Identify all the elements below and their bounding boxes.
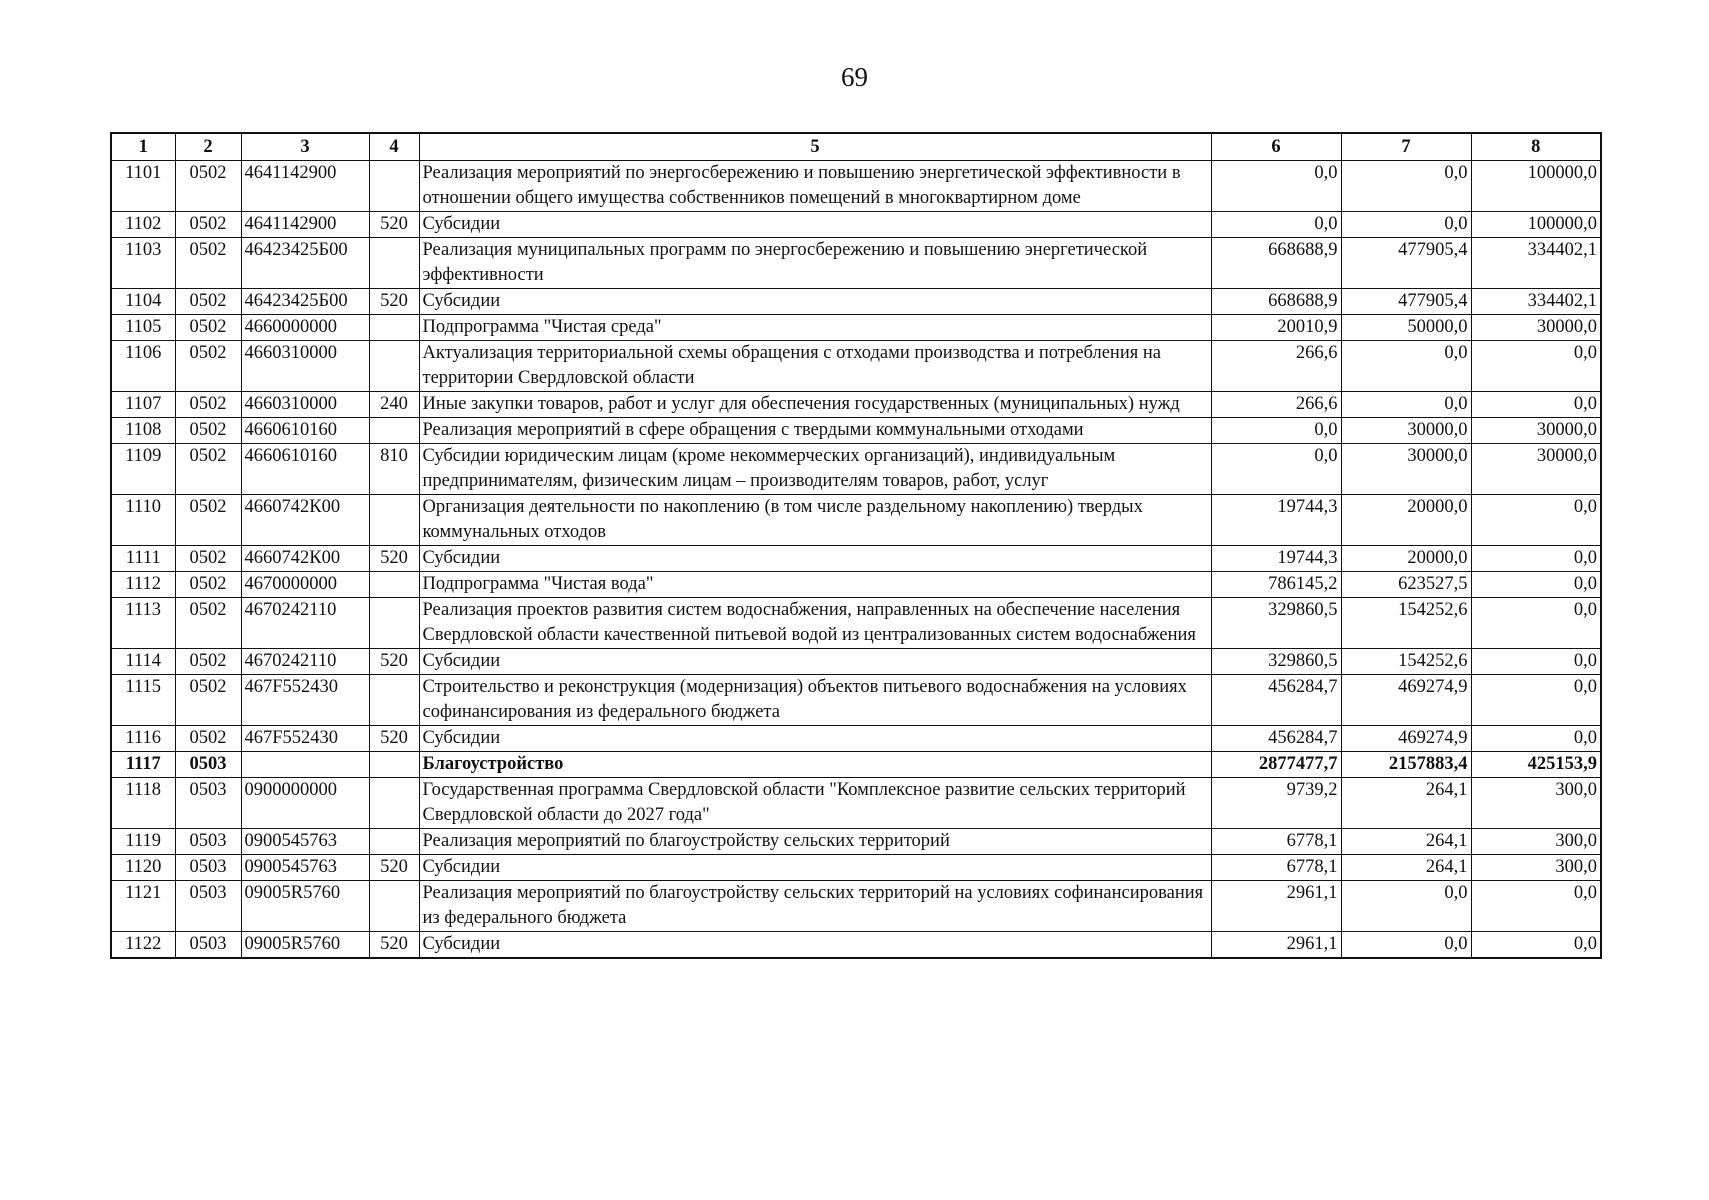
amount-year-2: 264,1 (1341, 778, 1471, 829)
target-article-code: 4670000000 (241, 572, 369, 598)
section-code: 0502 (175, 238, 241, 289)
table-body (111, 161, 1601, 959)
row-name: Подпрограмма "Чистая вода" (419, 572, 1211, 598)
amount-year-1: 6778,1 (1211, 855, 1341, 881)
table-row (111, 675, 1601, 726)
table-row (111, 418, 1601, 444)
expense-type-code (369, 572, 419, 598)
budget-table (110, 132, 1602, 959)
target-article-code: 4641142900 (241, 161, 369, 212)
expense-type-code: 520 (369, 726, 419, 752)
amount-year-2: 154252,6 (1341, 649, 1471, 675)
amount-year-3: 30000,0 (1471, 444, 1601, 495)
amount-year-2: 477905,4 (1341, 289, 1471, 315)
target-article-code: 4660742К00 (241, 546, 369, 572)
expense-type-code (369, 315, 419, 341)
section-code: 0502 (175, 315, 241, 341)
section-code: 0502 (175, 418, 241, 444)
table-row (111, 932, 1601, 959)
target-article-code: 4660610160 (241, 444, 369, 495)
amount-year-1: 0,0 (1211, 418, 1341, 444)
amount-year-3: 300,0 (1471, 829, 1601, 855)
table-row (111, 572, 1601, 598)
amount-year-3: 334402,1 (1471, 289, 1601, 315)
amount-year-3: 30000,0 (1471, 315, 1601, 341)
amount-year-1: 19744,3 (1211, 495, 1341, 546)
amount-year-1: 19744,3 (1211, 546, 1341, 572)
amount-year-3: 0,0 (1471, 675, 1601, 726)
row-name: Субсидии (419, 212, 1211, 238)
target-article-code: 4660310000 (241, 341, 369, 392)
row-number: 1113 (111, 598, 175, 649)
amount-year-3: 0,0 (1471, 341, 1601, 392)
table-row (111, 881, 1601, 932)
table-row (111, 598, 1601, 649)
expense-type-code: 520 (369, 212, 419, 238)
expense-type-code: 520 (369, 289, 419, 315)
table-row (111, 238, 1601, 289)
amount-year-3: 300,0 (1471, 778, 1601, 829)
header-row (111, 133, 1601, 161)
row-name: Реализация мероприятий по благоустройству сельских территорий на условиях софинансирования из федерального бюджета (419, 881, 1211, 932)
expense-type-code (369, 598, 419, 649)
expense-type-code (369, 675, 419, 726)
amount-year-2: 477905,4 (1341, 238, 1471, 289)
section-code: 0502 (175, 161, 241, 212)
table-row (111, 829, 1601, 855)
row-name: Подпрограмма "Чистая среда" (419, 315, 1211, 341)
row-number: 1112 (111, 572, 175, 598)
expense-type-code (369, 418, 419, 444)
row-name: Реализация проектов развития систем водоснабжения, направленных на обеспечение населения Свердловской области качественной питьевой водой из централизованных систем водоснабжения (419, 598, 1211, 649)
section-code: 0502 (175, 598, 241, 649)
column-header: 3 (241, 133, 369, 161)
table-row (111, 444, 1601, 495)
amount-year-3: 0,0 (1471, 649, 1601, 675)
expense-type-code: 520 (369, 855, 419, 881)
amount-year-2: 30000,0 (1341, 418, 1471, 444)
target-article-code (241, 752, 369, 778)
target-article-code: 4670242110 (241, 649, 369, 675)
expense-type-code: 520 (369, 932, 419, 959)
section-code: 0502 (175, 546, 241, 572)
row-number: 1103 (111, 238, 175, 289)
section-code: 0502 (175, 392, 241, 418)
column-header: 5 (419, 133, 1211, 161)
row-name: Субсидии (419, 726, 1211, 752)
row-name: Реализация мероприятий по благоустройству сельских территорий (419, 829, 1211, 855)
section-code: 0502 (175, 444, 241, 495)
target-article-code: 4660000000 (241, 315, 369, 341)
expense-type-code (369, 829, 419, 855)
row-name: Субсидии (419, 855, 1211, 881)
amount-year-2: 264,1 (1341, 855, 1471, 881)
section-code: 0503 (175, 932, 241, 959)
column-header: 1 (111, 133, 175, 161)
amount-year-1: 20010,9 (1211, 315, 1341, 341)
section-code: 0502 (175, 675, 241, 726)
amount-year-1: 266,6 (1211, 392, 1341, 418)
section-code: 0502 (175, 649, 241, 675)
target-article-code: 0900545763 (241, 855, 369, 881)
amount-year-3: 300,0 (1471, 855, 1601, 881)
expense-type-code (369, 778, 419, 829)
expense-type-code (369, 752, 419, 778)
amount-year-1: 668688,9 (1211, 238, 1341, 289)
amount-year-3: 0,0 (1471, 932, 1601, 959)
row-number: 1108 (111, 418, 175, 444)
amount-year-1: 0,0 (1211, 212, 1341, 238)
row-name: Иные закупки товаров, работ и услуг для обеспечения государственных (муниципальных) нужд (419, 392, 1211, 418)
section-code: 0502 (175, 572, 241, 598)
table-row (111, 341, 1601, 392)
section-code: 0503 (175, 778, 241, 829)
expense-type-code: 520 (369, 649, 419, 675)
row-number: 1119 (111, 829, 175, 855)
amount-year-3: 0,0 (1471, 392, 1601, 418)
amount-year-3: 334402,1 (1471, 238, 1601, 289)
row-name: Благоустройство (419, 752, 1211, 778)
column-header: 8 (1471, 133, 1601, 161)
amount-year-2: 623527,5 (1341, 572, 1471, 598)
amount-year-3: 0,0 (1471, 726, 1601, 752)
row-number: 1102 (111, 212, 175, 238)
amount-year-1: 266,6 (1211, 341, 1341, 392)
row-number: 1118 (111, 778, 175, 829)
row-number: 1110 (111, 495, 175, 546)
amount-year-1: 668688,9 (1211, 289, 1341, 315)
row-name: Субсидии (419, 649, 1211, 675)
expense-type-code (369, 881, 419, 932)
row-number: 1115 (111, 675, 175, 726)
section-code: 0503 (175, 829, 241, 855)
amount-year-1: 329860,5 (1211, 598, 1341, 649)
amount-year-2: 0,0 (1341, 881, 1471, 932)
row-number: 1121 (111, 881, 175, 932)
amount-year-1: 9739,2 (1211, 778, 1341, 829)
column-header: 4 (369, 133, 419, 161)
amount-year-2: 0,0 (1341, 932, 1471, 959)
row-number: 1104 (111, 289, 175, 315)
table-row (111, 778, 1601, 829)
row-number: 1107 (111, 392, 175, 418)
amount-year-3: 100000,0 (1471, 161, 1601, 212)
amount-year-2: 30000,0 (1341, 444, 1471, 495)
expense-type-code (369, 495, 419, 546)
section-code: 0502 (175, 212, 241, 238)
row-number: 1101 (111, 161, 175, 212)
target-article-code: 4660742К00 (241, 495, 369, 546)
amount-year-1: 6778,1 (1211, 829, 1341, 855)
row-number: 1111 (111, 546, 175, 572)
row-name: Строительство и реконструкция (модернизация) объектов питьевого водоснабжения на условиях софинансирования из федерального бюджета (419, 675, 1211, 726)
amount-year-2: 2157883,4 (1341, 752, 1471, 778)
target-article-code: 46423425Б00 (241, 289, 369, 315)
amount-year-2: 20000,0 (1341, 546, 1471, 572)
expense-type-code (369, 238, 419, 289)
row-number: 1122 (111, 932, 175, 959)
table-row (111, 726, 1601, 752)
row-number: 1120 (111, 855, 175, 881)
amount-year-2: 469274,9 (1341, 726, 1471, 752)
amount-year-1: 2961,1 (1211, 932, 1341, 959)
row-number: 1105 (111, 315, 175, 341)
row-number: 1109 (111, 444, 175, 495)
row-name: Субсидии (419, 932, 1211, 959)
row-name: Государственная программа Свердловской области "Комплексное развитие сельских территорий Свердловской области до 2027 года" (419, 778, 1211, 829)
table-row (111, 289, 1601, 315)
amount-year-3: 30000,0 (1471, 418, 1601, 444)
row-number: 1114 (111, 649, 175, 675)
section-code: 0503 (175, 752, 241, 778)
amount-year-2: 264,1 (1341, 829, 1471, 855)
expense-type-code: 520 (369, 546, 419, 572)
section-code: 0502 (175, 726, 241, 752)
amount-year-2: 0,0 (1341, 161, 1471, 212)
amount-year-3: 0,0 (1471, 546, 1601, 572)
target-article-code: 4670242110 (241, 598, 369, 649)
row-name: Субсидии (419, 289, 1211, 315)
row-name: Организация деятельности по накоплению (в том числе раздельному накоплению) твердых коммунальных отходов (419, 495, 1211, 546)
row-name: Реализация мероприятий по энергосбережению и повышению энергетической эффективности в отношении общего имущества собственников помещений в многоквартирном доме (419, 161, 1211, 212)
row-number: 1117 (111, 752, 175, 778)
section-code: 0503 (175, 855, 241, 881)
row-name: Реализация мероприятий в сфере обращения с твердыми коммунальными отходами (419, 418, 1211, 444)
expense-type-code (369, 341, 419, 392)
target-article-code: 09005R5760 (241, 932, 369, 959)
amount-year-2: 20000,0 (1341, 495, 1471, 546)
amount-year-1: 2961,1 (1211, 881, 1341, 932)
target-article-code: 4660610160 (241, 418, 369, 444)
target-article-code: 4641142900 (241, 212, 369, 238)
target-article-code: 46423425Б00 (241, 238, 369, 289)
target-article-code: 467F552430 (241, 726, 369, 752)
amount-year-3: 0,0 (1471, 572, 1601, 598)
column-header: 6 (1211, 133, 1341, 161)
amount-year-2: 50000,0 (1341, 315, 1471, 341)
target-article-code: 0900000000 (241, 778, 369, 829)
table-row (111, 392, 1601, 418)
target-article-code: 09005R5760 (241, 881, 369, 932)
amount-year-1: 456284,7 (1211, 726, 1341, 752)
row-name: Субсидии юридическим лицам (кроме некоммерческих организаций), индивидуальным предпринимателям, физическим лицам – производителям товаров, работ, услуг (419, 444, 1211, 495)
row-name: Реализация муниципальных программ по энергосбережению и повышению энергетической эффективности (419, 238, 1211, 289)
table-row (111, 315, 1601, 341)
amount-year-1: 456284,7 (1211, 675, 1341, 726)
expense-type-code: 810 (369, 444, 419, 495)
section-code: 0503 (175, 881, 241, 932)
column-header: 2 (175, 133, 241, 161)
section-code: 0502 (175, 495, 241, 546)
table-row (111, 495, 1601, 546)
row-name: Актуализация территориальной схемы обращения с отходами производства и потребления на территории Свердловской области (419, 341, 1211, 392)
expense-type-code: 240 (369, 392, 419, 418)
page-number: 69 (841, 62, 868, 92)
target-article-code: 4660310000 (241, 392, 369, 418)
amount-year-2: 154252,6 (1341, 598, 1471, 649)
table-row (111, 212, 1601, 238)
table-row (111, 855, 1601, 881)
row-number: 1106 (111, 341, 175, 392)
section-code: 0502 (175, 341, 241, 392)
table-row (111, 546, 1601, 572)
amount-year-2: 0,0 (1341, 341, 1471, 392)
amount-year-1: 0,0 (1211, 161, 1341, 212)
amount-year-3: 0,0 (1471, 598, 1601, 649)
section-code: 0502 (175, 289, 241, 315)
amount-year-3: 425153,9 (1471, 752, 1601, 778)
target-article-code: 467F552430 (241, 675, 369, 726)
amount-year-1: 329860,5 (1211, 649, 1341, 675)
amount-year-3: 0,0 (1471, 495, 1601, 546)
amount-year-3: 100000,0 (1471, 212, 1601, 238)
expense-type-code (369, 161, 419, 212)
amount-year-2: 469274,9 (1341, 675, 1471, 726)
amount-year-1: 786145,2 (1211, 572, 1341, 598)
row-name: Субсидии (419, 546, 1211, 572)
amount-year-3: 0,0 (1471, 881, 1601, 932)
amount-year-2: 0,0 (1341, 212, 1471, 238)
target-article-code: 0900545763 (241, 829, 369, 855)
table-row (111, 752, 1601, 778)
table-row (111, 649, 1601, 675)
amount-year-1: 2877477,7 (1211, 752, 1341, 778)
column-header: 7 (1341, 133, 1471, 161)
amount-year-2: 0,0 (1341, 392, 1471, 418)
table-row (111, 161, 1601, 212)
amount-year-1: 0,0 (1211, 444, 1341, 495)
row-number: 1116 (111, 726, 175, 752)
